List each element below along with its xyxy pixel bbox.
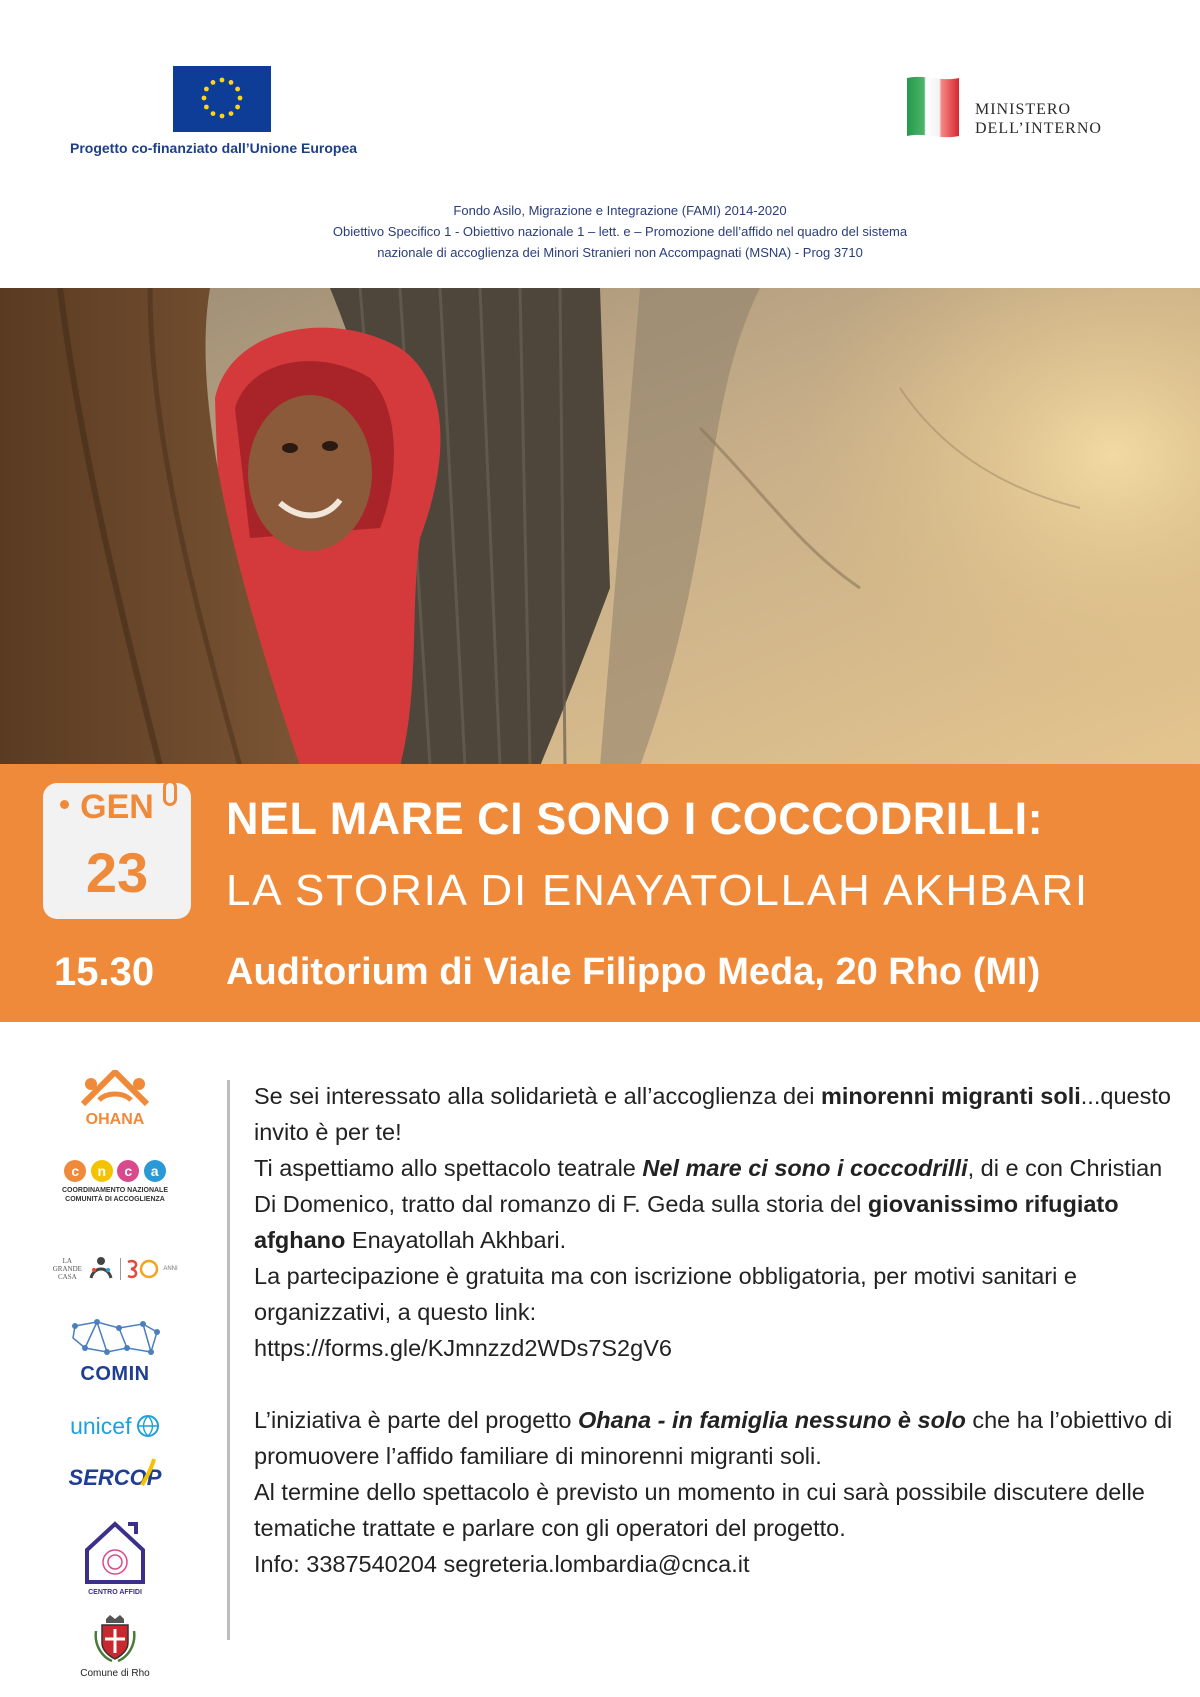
show-paragraph: Ti aspettiamo allo spettacolo teatrale Nel mare ci sono i coccodrilli, di e con Christian Di Domenico, tratto dal romanzo di F. Geda sulla storia del giovanissimo rifugiato afghano Enayatollah Akhbari.	[254, 1155, 1163, 1253]
sercop-logo: SERCOP	[40, 1465, 190, 1491]
comune-di-rho-logo: Comune di Rho	[40, 1615, 190, 1679]
unicef-globe-icon	[136, 1414, 160, 1438]
event-venue: Auditorium di Viale Filippo Meda, 20 Rho (MI)	[226, 951, 1041, 993]
intro-paragraph: Se sei interessato alla solidarietà e all’accoglienza dei minorenni migranti soli...questo invito è per te!	[254, 1083, 1171, 1145]
italy-flag-logo	[905, 74, 961, 140]
fami-funding-text: Fondo Asilo, Migrazione e Integrazione (FAMI) 2014-2020 Obiettivo Specifico 1 - Obiettivo nazionale 1 – lett. e – Promozione dell’affido nel quadro del sistema nazionale di accoglienza dei Minori Stranieri non Accompagnati (MSNA) - Prog 3710	[332, 203, 908, 260]
eu-stars-icon	[173, 66, 271, 132]
sercop-swoosh-icon	[138, 1457, 158, 1487]
event-month: GEN	[80, 788, 154, 826]
partner-logos	[40, 1070, 190, 1690]
comin-logo: COMIN	[40, 1318, 190, 1408]
event-time: 15.30	[54, 950, 155, 994]
closing-paragraph: Al termine dello spettacolo è previsto un momento in cui sarà possibile discutere delle tematiche trattate e parlare con gli operatori del progetto.	[254, 1479, 1145, 1541]
eu-caption: Progetto co-finanziato dall’Unione Europea	[70, 140, 358, 156]
grande-casa-mark-icon	[86, 1256, 116, 1282]
event-title: NEL MARE CI SONO I COCCODRILLI:	[226, 793, 1044, 844]
thirty-years-icon	[125, 1258, 159, 1280]
text-divider	[227, 1080, 230, 1640]
unicef-logo: unicef	[40, 1413, 190, 1440]
event-subtitle: LA STORIA DI ENAYATOLLAH AKHBARI	[226, 866, 1089, 915]
ministry-name: MINISTERO DELL’INTERNO	[975, 101, 1102, 137]
registration-paragraph: La partecipazione è gratuita ma con iscrizione obbligatoria, per motivi sanitari e organizzativi, a questo link:	[254, 1263, 1077, 1325]
centro-affidi-logo: CENTRO AFFIDI	[40, 1520, 190, 1596]
la-grande-casa-logo: LA GRANDE CASA ANNI	[52, 1257, 178, 1281]
house-icon	[82, 1520, 148, 1584]
contact-info[interactable]: Info: 3387540204 segreteria.lombardia@cnca.it	[254, 1551, 750, 1577]
invitation-text	[254, 1078, 1174, 1582]
cnca-logo: c n c a COORDINAMENTO NAZIONALE COMUNITÀ DI ACCOGLIENZA	[40, 1160, 190, 1204]
project-paragraph: L’iniziativa è parte del progetto Ohana - in famiglia nessuno è solo che ha l’obiettivo di promuovere l’affido familiare di minorenni migranti soli.	[254, 1407, 1173, 1469]
coat-of-arms-icon	[92, 1615, 138, 1663]
hero-photo-child-in-red-hood	[0, 288, 1200, 766]
ohana-logo: OHANA	[40, 1070, 190, 1129]
eu-flag-logo	[173, 66, 271, 132]
event-day: 23	[85, 841, 149, 904]
registration-link[interactable]: https://forms.gle/KJmnzzd2WDs7S2gV6	[254, 1335, 672, 1361]
ohana-figures-icon	[75, 1070, 155, 1106]
